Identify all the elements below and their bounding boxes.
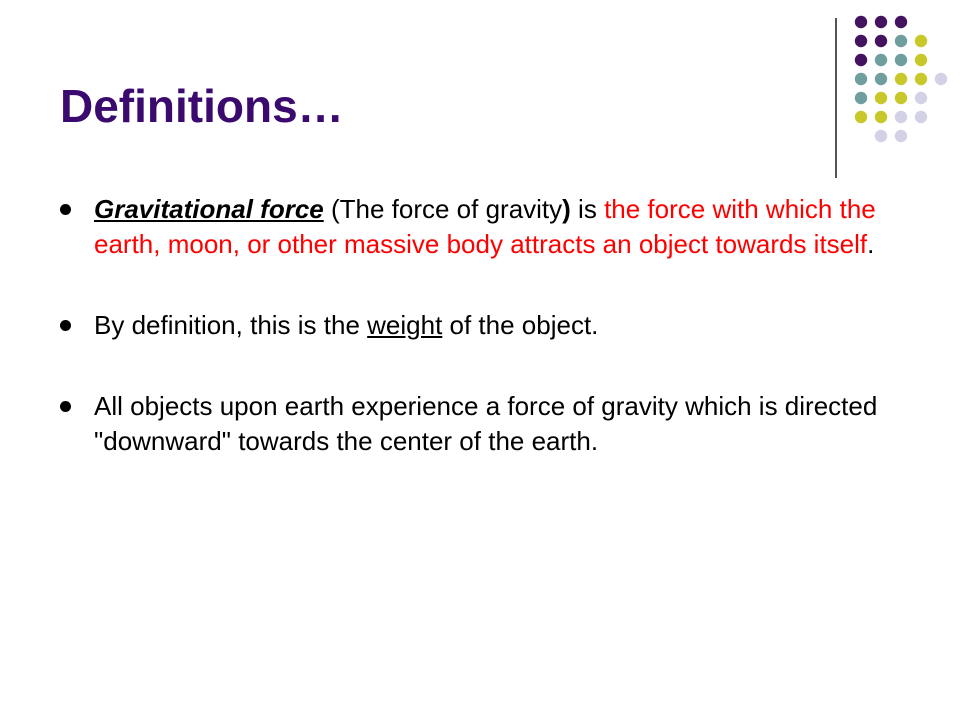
decor-dot <box>875 73 887 85</box>
paren-text: (The force of gravity <box>323 194 563 224</box>
decor-dot <box>895 92 907 104</box>
decor-dot <box>855 16 867 28</box>
decor-dot <box>855 35 867 47</box>
decor-dot <box>895 54 907 66</box>
decor-dot <box>855 111 867 123</box>
bullet-all-objects <box>60 389 890 459</box>
slide-title: Definitions… <box>60 80 344 132</box>
bullet-dot <box>60 204 71 215</box>
bullet-dot <box>60 401 71 412</box>
decor-dot <box>875 16 887 28</box>
vertical-divider <box>835 18 837 178</box>
decor-dot <box>935 73 947 85</box>
decor-dot <box>875 54 887 66</box>
decor-dot <box>895 73 907 85</box>
is-word: is <box>570 194 605 224</box>
term-gravitational-force: Gravitational force <box>94 194 324 224</box>
decor-dot <box>875 92 887 104</box>
decor-dot <box>855 73 867 85</box>
paren-close: ) <box>562 194 571 224</box>
decor-dot <box>915 73 927 85</box>
all-objects-text: All objects upon earth experience a force of gravity which is directed "downward" towards the center of the earth. <box>94 391 878 456</box>
decor-dot <box>895 35 907 47</box>
bullet-list <box>60 192 890 459</box>
weight-term: weight <box>367 310 443 340</box>
decor-dot <box>915 54 927 66</box>
decor-dot <box>915 92 927 104</box>
decor-dot <box>875 111 887 123</box>
decor-dot <box>915 35 927 47</box>
decor-dot <box>855 54 867 66</box>
decor-dot <box>895 130 907 142</box>
decor-dot <box>895 16 907 28</box>
weight-after: of the object. <box>442 310 599 340</box>
decor-dot <box>875 35 887 47</box>
period: . <box>867 229 875 259</box>
bullet-gravitational-force <box>60 192 890 262</box>
bullet-weight <box>60 308 890 343</box>
decor-dot <box>915 111 927 123</box>
definition-text: the force with which the earth, moon, or other massive body attracts an object towards itself <box>94 194 876 259</box>
decor-dot <box>875 130 887 142</box>
decor-dot <box>855 92 867 104</box>
bullet-dot <box>60 320 71 331</box>
weight-before: By definition, this is the <box>94 310 368 340</box>
decor-dot <box>895 111 907 123</box>
